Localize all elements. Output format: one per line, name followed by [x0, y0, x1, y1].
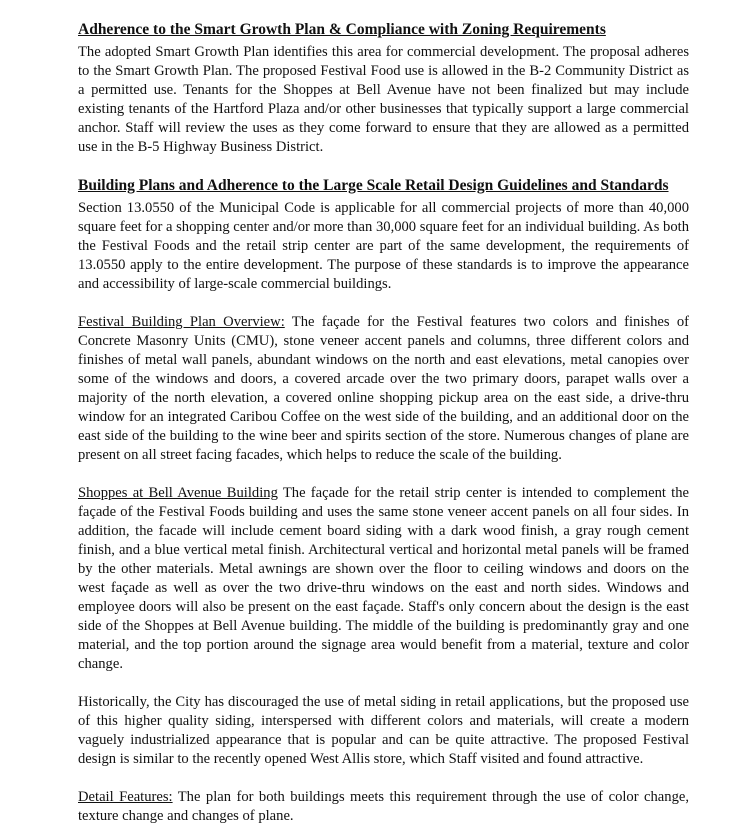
paragraph-smart-growth: The adopted Smart Growth Plan identifies this area for commercial development. The proposal adheres to the Smart Growth Plan. The proposed Festival Food use is allowed in the B-2 Community District as a permitted use. Tenants for the Shoppes at Bell Avenue have not been finalized but may include existing tenants of the Hartford Plaza and/or other businesses that typically support a large commercial anchor. Staff will review the uses as they come forward to ensure that they are allowed as a permitted use in the B-5 Highway Business District. [78, 44, 689, 155]
paragraph-detail-features [78, 788, 689, 826]
festival-overview-text: The façade for the Festival features two colors and finishes of Concrete Masonry Units (CMU), stone veneer accent panels and columns, three different colors and finishes of metal wall panels, abundant windows on the north and east elevations, metal canopies over some of the windows and doors, a covered arcade over the two primary doors, parapet walls over a majority of the north elevation, a covered online shopping pickup area on the east side, a drive-thru window for an integrated Caribou Coffee on the west side of the building, and an additional door on the east side of the building to the wine beer and spirits section of the store. Numerous changes of plane are present on all street facing facades, which helps to reduce the scale of the building. [78, 314, 689, 463]
heading-building-plans: Building Plans and Adherence to the Large Scale Retail Design Guidelines and Standards [78, 177, 669, 194]
heading-smart-growth: Adherence to the Smart Growth Plan & Compliance with Zoning Requirements [78, 21, 606, 38]
detail-features-label: Detail Features: [78, 789, 173, 805]
shoppes-text: The façade for the retail strip center is intended to complement the façade of the Festival Foods building and uses the same stone veneer accent panels on all four sides. In addition, the facade will include cement board siding with a dark wood finish, a gray rough cement finish, and a blue vertical metal finish. Architectural vertical and horizontal metal panels will be framed by the other materials. Metal awnings are shown over the floor to ceiling windows and doors on the west façade as well as over the two drive-thru windows on the east and north sides. Windows and employee doors will also be present on the east façade. Staff's only concern about the design is the east side of the Shoppes at Bell Avenue building. The middle of the building is predominantly gray and one material, and the top portion around the signage area would benefit from a material, texture and color change. [78, 485, 689, 672]
detail-features-text: The plan for both buildings meets this requirement through the use of color change, texture change and changes of plane. [78, 789, 689, 824]
paragraph-historically: Historically, the City has discouraged the use of metal siding in retail applications, but the proposed use of this higher quality siding, interspersed with different colors and materials, will create a modern vaguely industrialized appearance that is popular and can be quite attractive. The proposed Festival design is similar to the recently opened West Allis store, which Staff visited and found attractive. [78, 694, 689, 767]
festival-overview-label: Festival Building Plan Overview: [78, 314, 285, 330]
paragraph-building-plans: Section 13.0550 of the Municipal Code is applicable for all commercial projects of more than 40,000 square feet for a shopping center and/or more than 30,000 square feet for an individual building. As both the Festival Foods and the retail strip center are part of the same development, the requirements of 13.0550 apply to the entire development. The purpose of these standards is to improve the appearance and accessibility of large-scale commercial buildings. [78, 200, 689, 292]
shoppes-label: Shoppes at Bell Avenue Building [78, 485, 278, 501]
paragraph-festival-overview [78, 313, 689, 465]
paragraph-shoppes [78, 484, 689, 674]
